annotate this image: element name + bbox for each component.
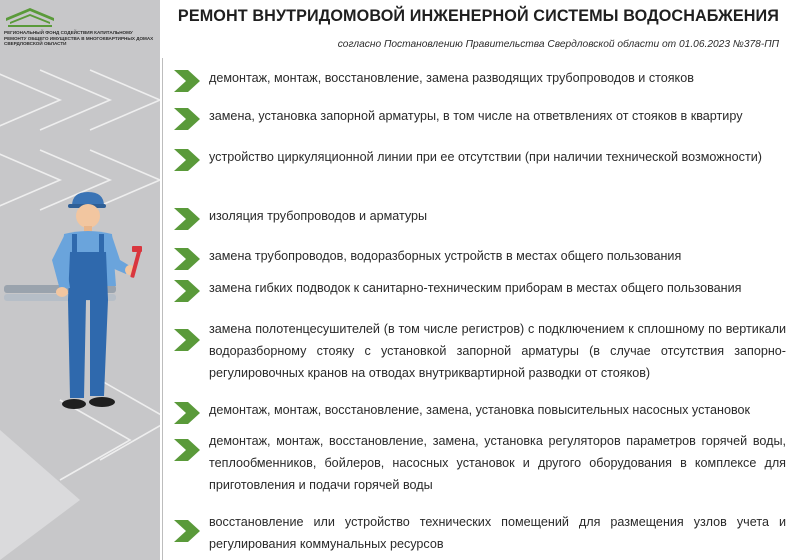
divider: [162, 58, 163, 560]
list-item-text: устройство циркуляционной линии при ее отсутствии (при наличии технической возможности): [209, 150, 762, 164]
header: [160, 0, 793, 57]
house-roof-logo-icon: [4, 6, 56, 28]
list-item-text: изоляция трубопроводов и арматуры: [209, 209, 428, 223]
green-arrow-icon: [172, 106, 202, 132]
green-arrow-icon: [172, 147, 202, 173]
green-arrow-icon: [172, 278, 202, 304]
organization-logo: [4, 6, 154, 47]
page-subtitle: согласно Постановлению Правительства Свердловской области от 01.06.2023 №378-ПП: [337, 39, 779, 50]
green-arrow-icon: [172, 206, 202, 232]
list-item-text: замена гибких подводок к санитарно-техническим приборам в местах общего пользования: [209, 281, 742, 295]
page-title: РЕМОНТ ВНУТРИДОМОВОЙ ИНЖЕНЕРНОЙ СИСТЕМЫ ВОДОСНАБЖЕНИЯ: [177, 7, 779, 25]
plumber-illustration: [0, 190, 160, 420]
green-arrow-icon: [172, 518, 202, 544]
logo-text: РЕГИОНАЛЬНЫЙ ФОНД СОДЕЙСТВИЯ КАПИТАЛЬНОМУ РЕМОНТУ ОБЩЕГО ИМУЩЕСТВА В МНОГОКВАРТИРНЫХ ДОМАХ СВЕРДЛОВСКОЙ ОБЛАСТИ: [4, 30, 154, 47]
list-item-text: демонтаж, монтаж, восстановление, замена разводящих трубопроводов и стояков: [209, 71, 694, 85]
green-arrow-icon: [172, 400, 202, 426]
list-item-text: демонтаж, монтаж, восстановление, замена, установка регуляторов параметров горячей воды, теплообменников, бойлеров, насосных установок и другого оборудования в комплексе для приготовления и подачи горячей воды: [209, 434, 786, 492]
list-item-text: восстановление или устройство технических помещений для размещения узлов учета и регулирования коммунальных ресурсов: [209, 515, 786, 551]
list-item-text: замена трубопроводов, водоразборных устройств в местах общего пользования: [209, 249, 682, 263]
left-panel: [0, 0, 160, 560]
green-arrow-icon: [172, 327, 202, 353]
list-item-text: демонтаж, монтаж, восстановление, замена, установка повысительных насосных установок: [209, 403, 751, 417]
list-item-text: замена полотенцесушителей (в том числе регистров) с подключением к сплошному по вертикали водоразборному стояку с установкой запорной арматуры (в случае отсутствия запорно-регулировочных кранов на отводах внутриквартирной разводки от стояков): [209, 322, 786, 380]
green-arrow-icon: [172, 437, 202, 463]
green-arrow-icon: [172, 246, 202, 272]
list-item-text: замена, установка запорной арматуры, в том числе на ответвлениях от стояков в квартиру: [209, 109, 743, 123]
green-arrow-icon: [172, 68, 202, 94]
